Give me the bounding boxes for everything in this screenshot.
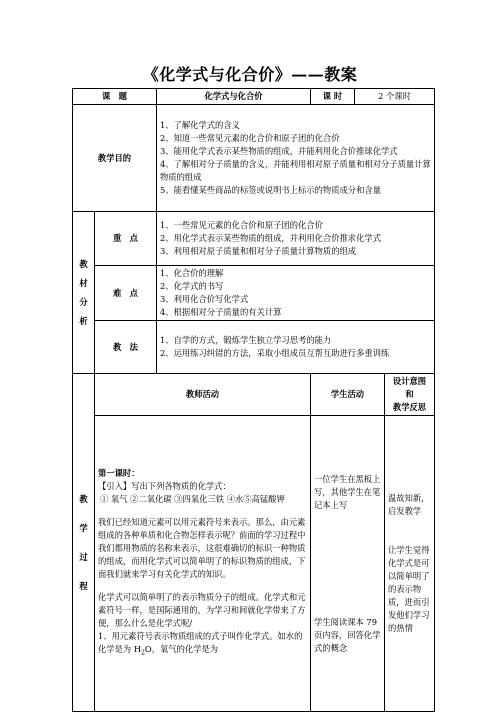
difficult-point-item: 2、化学式的书写 <box>160 281 224 291</box>
analysis-label-char: 析 <box>79 315 88 326</box>
student-activity-2: 学生阅读课本 79 页内容，回答化学式的概念 <box>314 616 381 653</box>
topic-label: 课 题 <box>73 89 157 105</box>
key-points-label: 重 点 <box>95 212 157 266</box>
analysis-label-char: 教 <box>79 258 88 269</box>
difficult-points-list <box>157 266 435 321</box>
analysis-label-char: 分 <box>79 296 88 307</box>
key-point-item: 1、一些常见元素的化合价和原子团的化合价 <box>160 220 323 230</box>
document-title: 《化学式与化合价》——教案 <box>142 65 358 84</box>
intro-text: 【引入】写出下列各物质的化学式： <box>98 481 231 492</box>
objective-item: 2、知道一些常见元素的化合价和原子团的化合价 <box>160 133 340 143</box>
teacher-activity-cell <box>95 416 311 712</box>
paragraph-3-subscript: 2 <box>141 649 145 657</box>
design-header-line: 设计意图 <box>392 376 427 386</box>
objectives-list <box>157 105 435 212</box>
process-body-row <box>73 416 435 712</box>
paragraph-3-text-end: O，氧气的化学是为 <box>144 644 219 655</box>
process-label-char: 程 <box>79 580 88 591</box>
substances-text: ① 氧气 ②二氧化碳 ③四氧化三铁 ④水⑤高锰酸钾 <box>100 494 285 505</box>
paragraph-2: 化学式可以简单明了的表示物质分子的组成。化学式和元素符号一样，是国际通用的，为学习和间就化学带来了方便，那么什么是化学式呢/ <box>98 592 306 629</box>
objective-item: 1、了解化学式的含义 <box>160 120 240 130</box>
design-header-line: 教学反思 <box>392 402 427 412</box>
difficult-points-row <box>73 266 435 321</box>
design-header <box>385 374 435 416</box>
analysis-label <box>73 212 95 374</box>
key-point-item: 3、利用相对原子质量和相对分子质量计算物质的组成 <box>160 246 357 256</box>
student-activity-1: 一位学生在黑板上写，其他学生在笔记本上写 <box>314 473 381 510</box>
student-activity-cell <box>311 416 385 712</box>
hours-label: 课 时 <box>311 89 355 105</box>
objective-item: 5、能看懂某些商品的标签或说明书上标示的物质成分和含量 <box>160 185 381 195</box>
objective-item: 4、了解相对分子质量的含义，并能利用相对原子质量和相对分子质量计算物质的组成 <box>160 159 431 182</box>
hours-value: 2 个课时 <box>355 89 435 105</box>
design-cell <box>385 416 435 712</box>
student-activity-header: 学生活动 <box>311 374 385 416</box>
method-row <box>73 321 435 374</box>
process-label-char: 教 <box>79 493 88 504</box>
difficult-point-item: 1、化合价的理解 <box>160 268 224 278</box>
difficult-point-item: 3、利用化合价写化学式 <box>160 294 249 304</box>
method-item: 2、运用练习纠错的方法，采取小组成员互帮互助进行多重训练 <box>160 348 390 358</box>
design-note-2: 让学生觉得化学式是可以简单明了的表示物质，进而引发他们学习的热情 <box>388 545 430 633</box>
design-note-1: 温故知新，启发教学 <box>388 493 430 516</box>
teacher-activity-header: 教师活动 <box>95 374 311 416</box>
objectives-row <box>73 105 435 212</box>
method-item: 1、自学的方式，锻炼学生独立学习思考的能力 <box>160 335 332 345</box>
paragraph-3 <box>98 630 307 660</box>
header-row <box>73 89 435 105</box>
design-header-line: 和 <box>405 389 414 399</box>
process-header-row <box>73 374 435 416</box>
difficult-points-label: 难 点 <box>95 266 157 321</box>
objective-item: 3、能用化学式表示某些物质的组成，并能利用化合价推球化学式 <box>160 146 398 156</box>
key-point-item: 2、用化学式表示某些物质的组成，并利用化合价推求化学式 <box>160 233 381 243</box>
method-list <box>157 321 435 374</box>
process-label-char: 学 <box>79 522 88 533</box>
key-points-list <box>157 212 435 266</box>
paragraph-1: 我们已经知道元素可以用元素符号来表示。那么，由元素组成的各种单质和化合物怎样表示呢？前面的学习过程中我们都用物质的名称来表示，这很难确切的标识一种物质的组成，而用化学式可以简单明了的标识物质的组成，下面我们就来学习有关化学式的知识。 <box>98 517 306 580</box>
topic-value: 化学式与化合价 <box>157 89 311 105</box>
method-label: 教 法 <box>95 321 157 374</box>
difficult-point-item: 4、根据相对分子质量的有关计算 <box>160 307 282 317</box>
lesson-plan-table <box>72 88 435 712</box>
analysis-label-char: 材 <box>79 277 88 288</box>
lesson-heading: 第一课时： <box>98 468 140 479</box>
paragraph-3-text: 1、用元素符号表示物质组成的式子叫作化学式。如水的化学是为 H <box>98 631 303 655</box>
objectives-label: 教学目的 <box>73 105 157 212</box>
key-points-row <box>73 212 435 266</box>
process-label <box>73 374 95 712</box>
process-label-char: 过 <box>79 551 88 562</box>
